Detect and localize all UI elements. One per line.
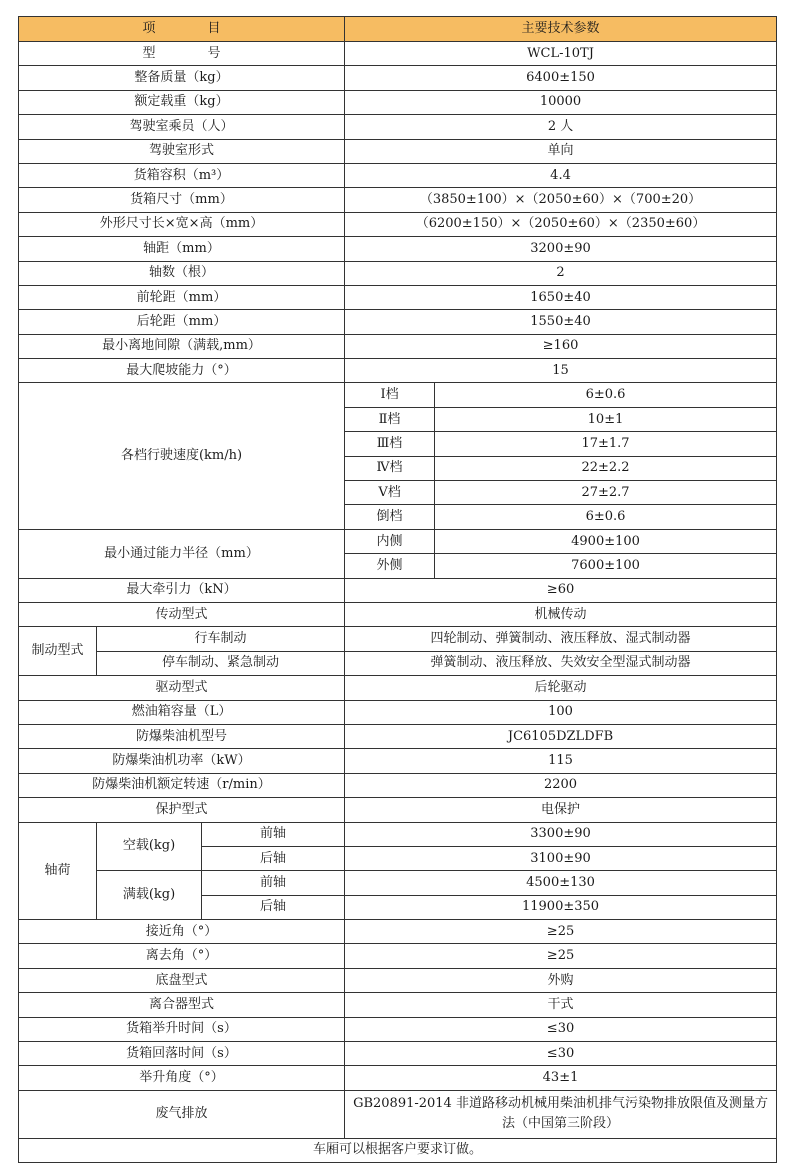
row-value: 单向 [345, 139, 777, 163]
row-value: 干式 [345, 993, 777, 1017]
header-item: 项 目 [19, 17, 345, 42]
table-row [19, 188, 777, 212]
table-row [19, 139, 777, 163]
row-label: 驾驶室形式 [19, 139, 345, 163]
row-label: 防爆柴油机功率（kW） [19, 749, 345, 773]
row-value: 后轮驱动 [345, 676, 777, 700]
row-label: 最大牵引力（kN） [19, 578, 345, 602]
row-label: 传动型式 [19, 602, 345, 626]
row-label: 货箱回落时间（s） [19, 1042, 345, 1066]
row-value: ≤30 [345, 1017, 777, 1041]
axle-front-label: 前轴 [202, 871, 345, 895]
header-param: 主要技术参数 [345, 17, 777, 42]
axle-front-label: 前轴 [202, 822, 345, 846]
table-row [19, 310, 777, 334]
row-label: 整备质量（kg） [19, 66, 345, 90]
row-value: 115 [345, 749, 777, 773]
brake-parking-label: 停车制动、紧急制动 [97, 651, 345, 675]
radius-outer-label: 外侧 [345, 554, 435, 578]
row-value: 外购 [345, 968, 777, 992]
row-value: 4.4 [345, 163, 777, 187]
axle-empty-rear-value: 3100±90 [345, 846, 777, 870]
table-row [19, 359, 777, 383]
axle-full-front-value: 4500±130 [345, 871, 777, 895]
row-label: 最小通过能力半径（mm） [19, 529, 345, 578]
row-value: GB20891-2014 非道路移动机械用柴油机排气污染物排放限值及测量方法（中国第三阶段） [345, 1090, 777, 1138]
gear-value: 27±2.7 [435, 481, 777, 505]
table-row [19, 578, 777, 602]
gear-label: 倒档 [345, 505, 435, 529]
table-row [19, 749, 777, 773]
table-row [19, 871, 777, 895]
gear-label: Ⅳ档 [345, 456, 435, 480]
axle-full-rear-value: 11900±350 [345, 895, 777, 919]
row-label: 最大爬坡能力（°） [19, 359, 345, 383]
table-row [19, 993, 777, 1017]
row-value: 1550±40 [345, 310, 777, 334]
table-row [19, 261, 777, 285]
radius-inner-label: 内侧 [345, 529, 435, 553]
row-value: 15 [345, 359, 777, 383]
table-row [19, 627, 777, 651]
table-row [19, 676, 777, 700]
row-label: 防爆柴油机型号 [19, 724, 345, 748]
row-label: 型 号 [19, 42, 345, 66]
row-label: 轴距（mm） [19, 237, 345, 261]
row-label: 燃油箱容量（L） [19, 700, 345, 724]
row-label: 外形尺寸长×宽×高（mm） [19, 212, 345, 236]
row-value: 机械传动 [345, 602, 777, 626]
row-value: 1650±40 [345, 285, 777, 309]
table-row [19, 90, 777, 114]
row-label: 保护型式 [19, 798, 345, 822]
row-value: 电保护 [345, 798, 777, 822]
row-label: 驾驶室乘员（人） [19, 115, 345, 139]
row-value: ≥25 [345, 944, 777, 968]
table-row [19, 724, 777, 748]
row-value: 6400±150 [345, 66, 777, 90]
gear-value: 10±1 [435, 407, 777, 431]
table-row [19, 334, 777, 358]
row-label: 接近角（°） [19, 920, 345, 944]
spec-table [18, 16, 777, 1163]
table-row [19, 115, 777, 139]
row-label: 废气排放 [19, 1090, 345, 1138]
row-label: 离去角（°） [19, 944, 345, 968]
axle-full-label: 满载(kg) [97, 871, 202, 920]
row-value: 43±1 [345, 1066, 777, 1090]
table-row [19, 602, 777, 626]
row-label: 离合器型式 [19, 993, 345, 1017]
table-row [19, 285, 777, 309]
row-value: WCL-10TJ [345, 42, 777, 66]
row-label: 最小离地间隙（满载,mm） [19, 334, 345, 358]
row-value: （6200±150）×（2050±60）×（2350±60） [345, 212, 777, 236]
footer-note: 车厢可以根据客户要求订做。 [19, 1138, 777, 1162]
row-value: 2 人 [345, 115, 777, 139]
table-row [19, 212, 777, 236]
row-value: 10000 [345, 90, 777, 114]
axle-empty-front-value: 3300±90 [345, 822, 777, 846]
axle-empty-label: 空载(kg) [97, 822, 202, 871]
gear-label: Ⅲ档 [345, 432, 435, 456]
row-label: 前轮距（mm） [19, 285, 345, 309]
footer-row [19, 1138, 777, 1162]
row-value: 2 [345, 261, 777, 285]
table-row [19, 968, 777, 992]
row-label: 货箱尺寸（mm） [19, 188, 345, 212]
row-value: 2200 [345, 773, 777, 797]
row-label: 驱动型式 [19, 676, 345, 700]
table-row [19, 1042, 777, 1066]
table-row [19, 66, 777, 90]
row-label: 轴荷 [19, 822, 97, 920]
gear-label: Ⅱ档 [345, 407, 435, 431]
radius-outer-value: 7600±100 [435, 554, 777, 578]
radius-inner-value: 4900±100 [435, 529, 777, 553]
axle-rear-label: 后轴 [202, 846, 345, 870]
gear-label: Ⅰ档 [345, 383, 435, 407]
table-row [19, 1017, 777, 1041]
table-row [19, 920, 777, 944]
table-row [19, 1090, 777, 1138]
brake-service-value: 四轮制动、弹簧制动、液压释放、湿式制动器 [345, 627, 777, 651]
table-row [19, 383, 777, 407]
row-label: 货箱举升时间（s） [19, 1017, 345, 1041]
table-row [19, 773, 777, 797]
row-label: 后轮距（mm） [19, 310, 345, 334]
table-row [19, 798, 777, 822]
row-value: ≤30 [345, 1042, 777, 1066]
row-label: 底盘型式 [19, 968, 345, 992]
row-label: 货箱容积（m³） [19, 163, 345, 187]
row-label: 额定载重（kg） [19, 90, 345, 114]
row-label: 各档行驶速度(km/h) [19, 383, 345, 529]
table-row [19, 1066, 777, 1090]
table-row [19, 944, 777, 968]
table-row [19, 651, 777, 675]
row-value: 100 [345, 700, 777, 724]
table-row [19, 237, 777, 261]
row-label: 举升角度（°） [19, 1066, 345, 1090]
gear-value: 17±1.7 [435, 432, 777, 456]
gear-value: 6±0.6 [435, 505, 777, 529]
brake-service-label: 行车制动 [97, 627, 345, 651]
row-value: 3200±90 [345, 237, 777, 261]
row-label: 防爆柴油机额定转速（r/min） [19, 773, 345, 797]
gear-value: 22±2.2 [435, 456, 777, 480]
table-row [19, 163, 777, 187]
gear-value: 6±0.6 [435, 383, 777, 407]
table-row [19, 529, 777, 553]
row-value: ≥25 [345, 920, 777, 944]
gear-label: Ⅴ档 [345, 481, 435, 505]
row-value: ≥160 [345, 334, 777, 358]
brake-parking-value: 弹簧制动、液压释放、失效安全型湿式制动器 [345, 651, 777, 675]
table-row [19, 700, 777, 724]
table-row [19, 42, 777, 66]
row-value: （3850±100）×（2050±60）×（700±20） [345, 188, 777, 212]
row-label: 轴数（根） [19, 261, 345, 285]
row-label: 制动型式 [19, 627, 97, 676]
table-row [19, 822, 777, 846]
axle-rear-label: 后轴 [202, 895, 345, 919]
row-value: ≥60 [345, 578, 777, 602]
header-row [19, 17, 777, 42]
row-value: JC6105DZLDFB [345, 724, 777, 748]
